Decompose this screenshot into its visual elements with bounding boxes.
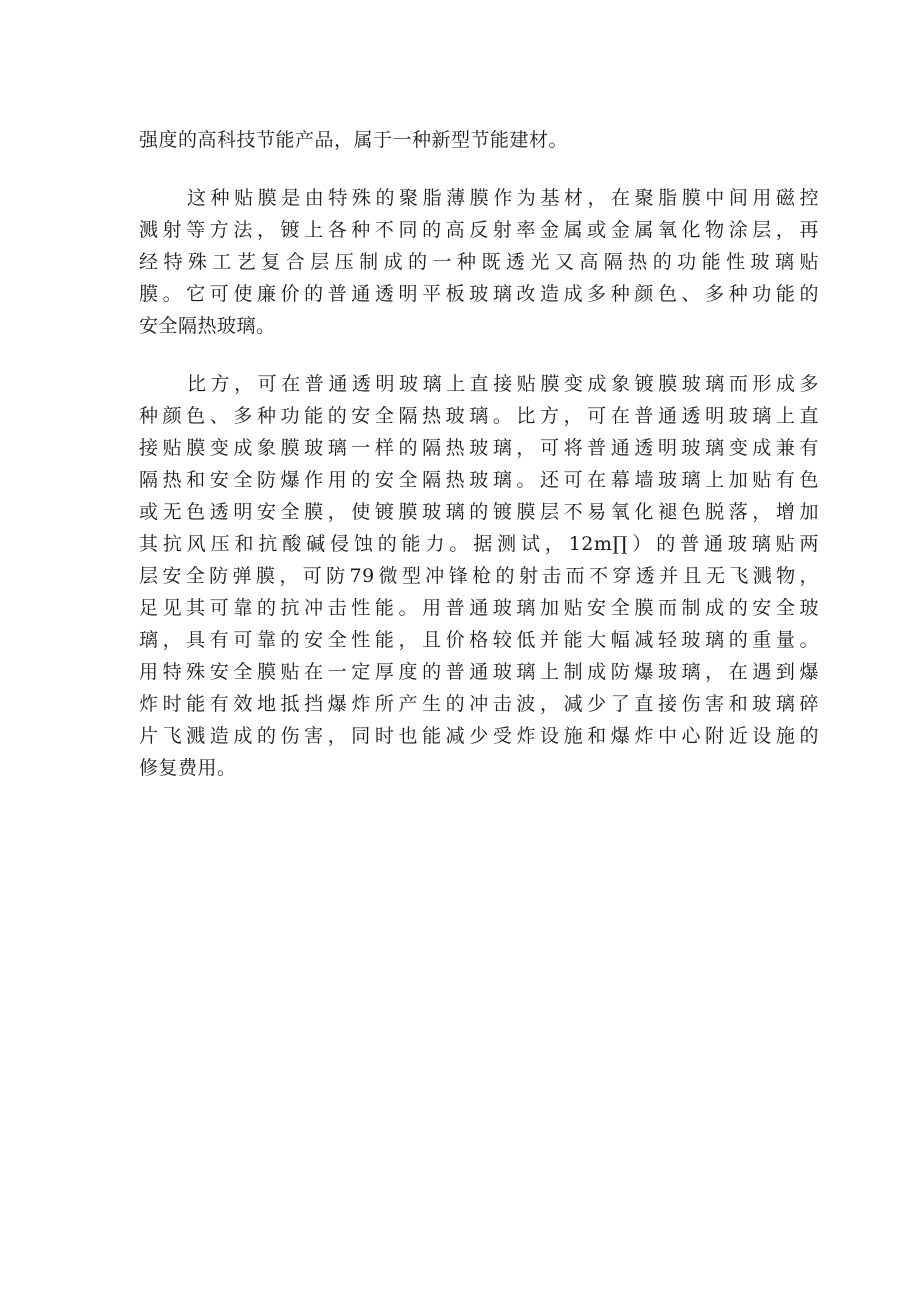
text-line: 璃，具有可靠的安全性能，且价格较低并能大幅减轻玻璃的重量。 — [139, 629, 819, 651]
paragraph-3 — [139, 368, 819, 784]
text-line: 经特殊工艺复合层压制成的一种既透光又高隔热的功能性玻璃贴 — [139, 251, 819, 273]
text-line: 强度的高科技节能产品，属于一种新型节能建材。 — [139, 129, 569, 151]
document-page — [139, 124, 819, 784]
paragraph-spacer — [139, 342, 819, 368]
text-line: 溅射等方法，镀上各种不同的高反射率金属或金属氧化物涂层，再 — [139, 219, 819, 241]
text-line: 这种贴膜是由特殊的聚脂薄膜作为基材，在聚脂膜中间用磁控 — [187, 187, 819, 209]
text-line: 接贴膜变成象膜玻璃一样的隔热玻璃，可将普通透明玻璃变成兼有 — [139, 437, 819, 459]
text-line: 或无色透明安全膜，使镀膜玻璃的镀膜层不易氧化褪色脱落，增加 — [139, 501, 819, 523]
text-line: 比方，可在普通透明玻璃上直接贴膜变成象镀膜玻璃而形成多 — [187, 373, 819, 395]
text-line: 修复费用。 — [139, 757, 237, 779]
text-line: 足见其可靠的抗冲击性能。用普通玻璃加贴安全膜而制成的安全玻 — [139, 597, 819, 619]
text-line: 炸时能有效地抵挡爆炸所产生的冲击波，减少了直接伤害和玻璃碎 — [139, 693, 819, 715]
paragraph-2 — [139, 182, 819, 342]
text-line: 其抗风压和抗酸碱侵蚀的能力。据测试，12m∏）的普通玻璃贴两 — [139, 533, 819, 555]
text-line: 安全隔热玻璃。 — [139, 315, 276, 337]
text-line: 层安全防弹膜，可防79微型冲锋枪的射击而不穿透并且无飞溅物， — [139, 565, 819, 587]
text-line: 用特殊安全膜贴在一定厚度的普通玻璃上制成防爆玻璃，在遇到爆 — [139, 661, 819, 683]
paragraph-1 — [139, 124, 819, 156]
text-line: 膜。它可使廉价的普通透明平板玻璃改造成多种颜色、多种功能的 — [139, 283, 819, 305]
paragraph-spacer — [139, 156, 819, 182]
text-line: 隔热和安全防爆作用的安全隔热玻璃。还可在幕墙玻璃上加贴有色 — [139, 469, 819, 491]
text-line: 种颜色、多种功能的安全隔热玻璃。比方，可在普通透明玻璃上直 — [139, 405, 819, 427]
text-line: 片飞溅造成的伤害，同时也能减少受炸设施和爆炸中心附近设施的 — [139, 725, 819, 747]
